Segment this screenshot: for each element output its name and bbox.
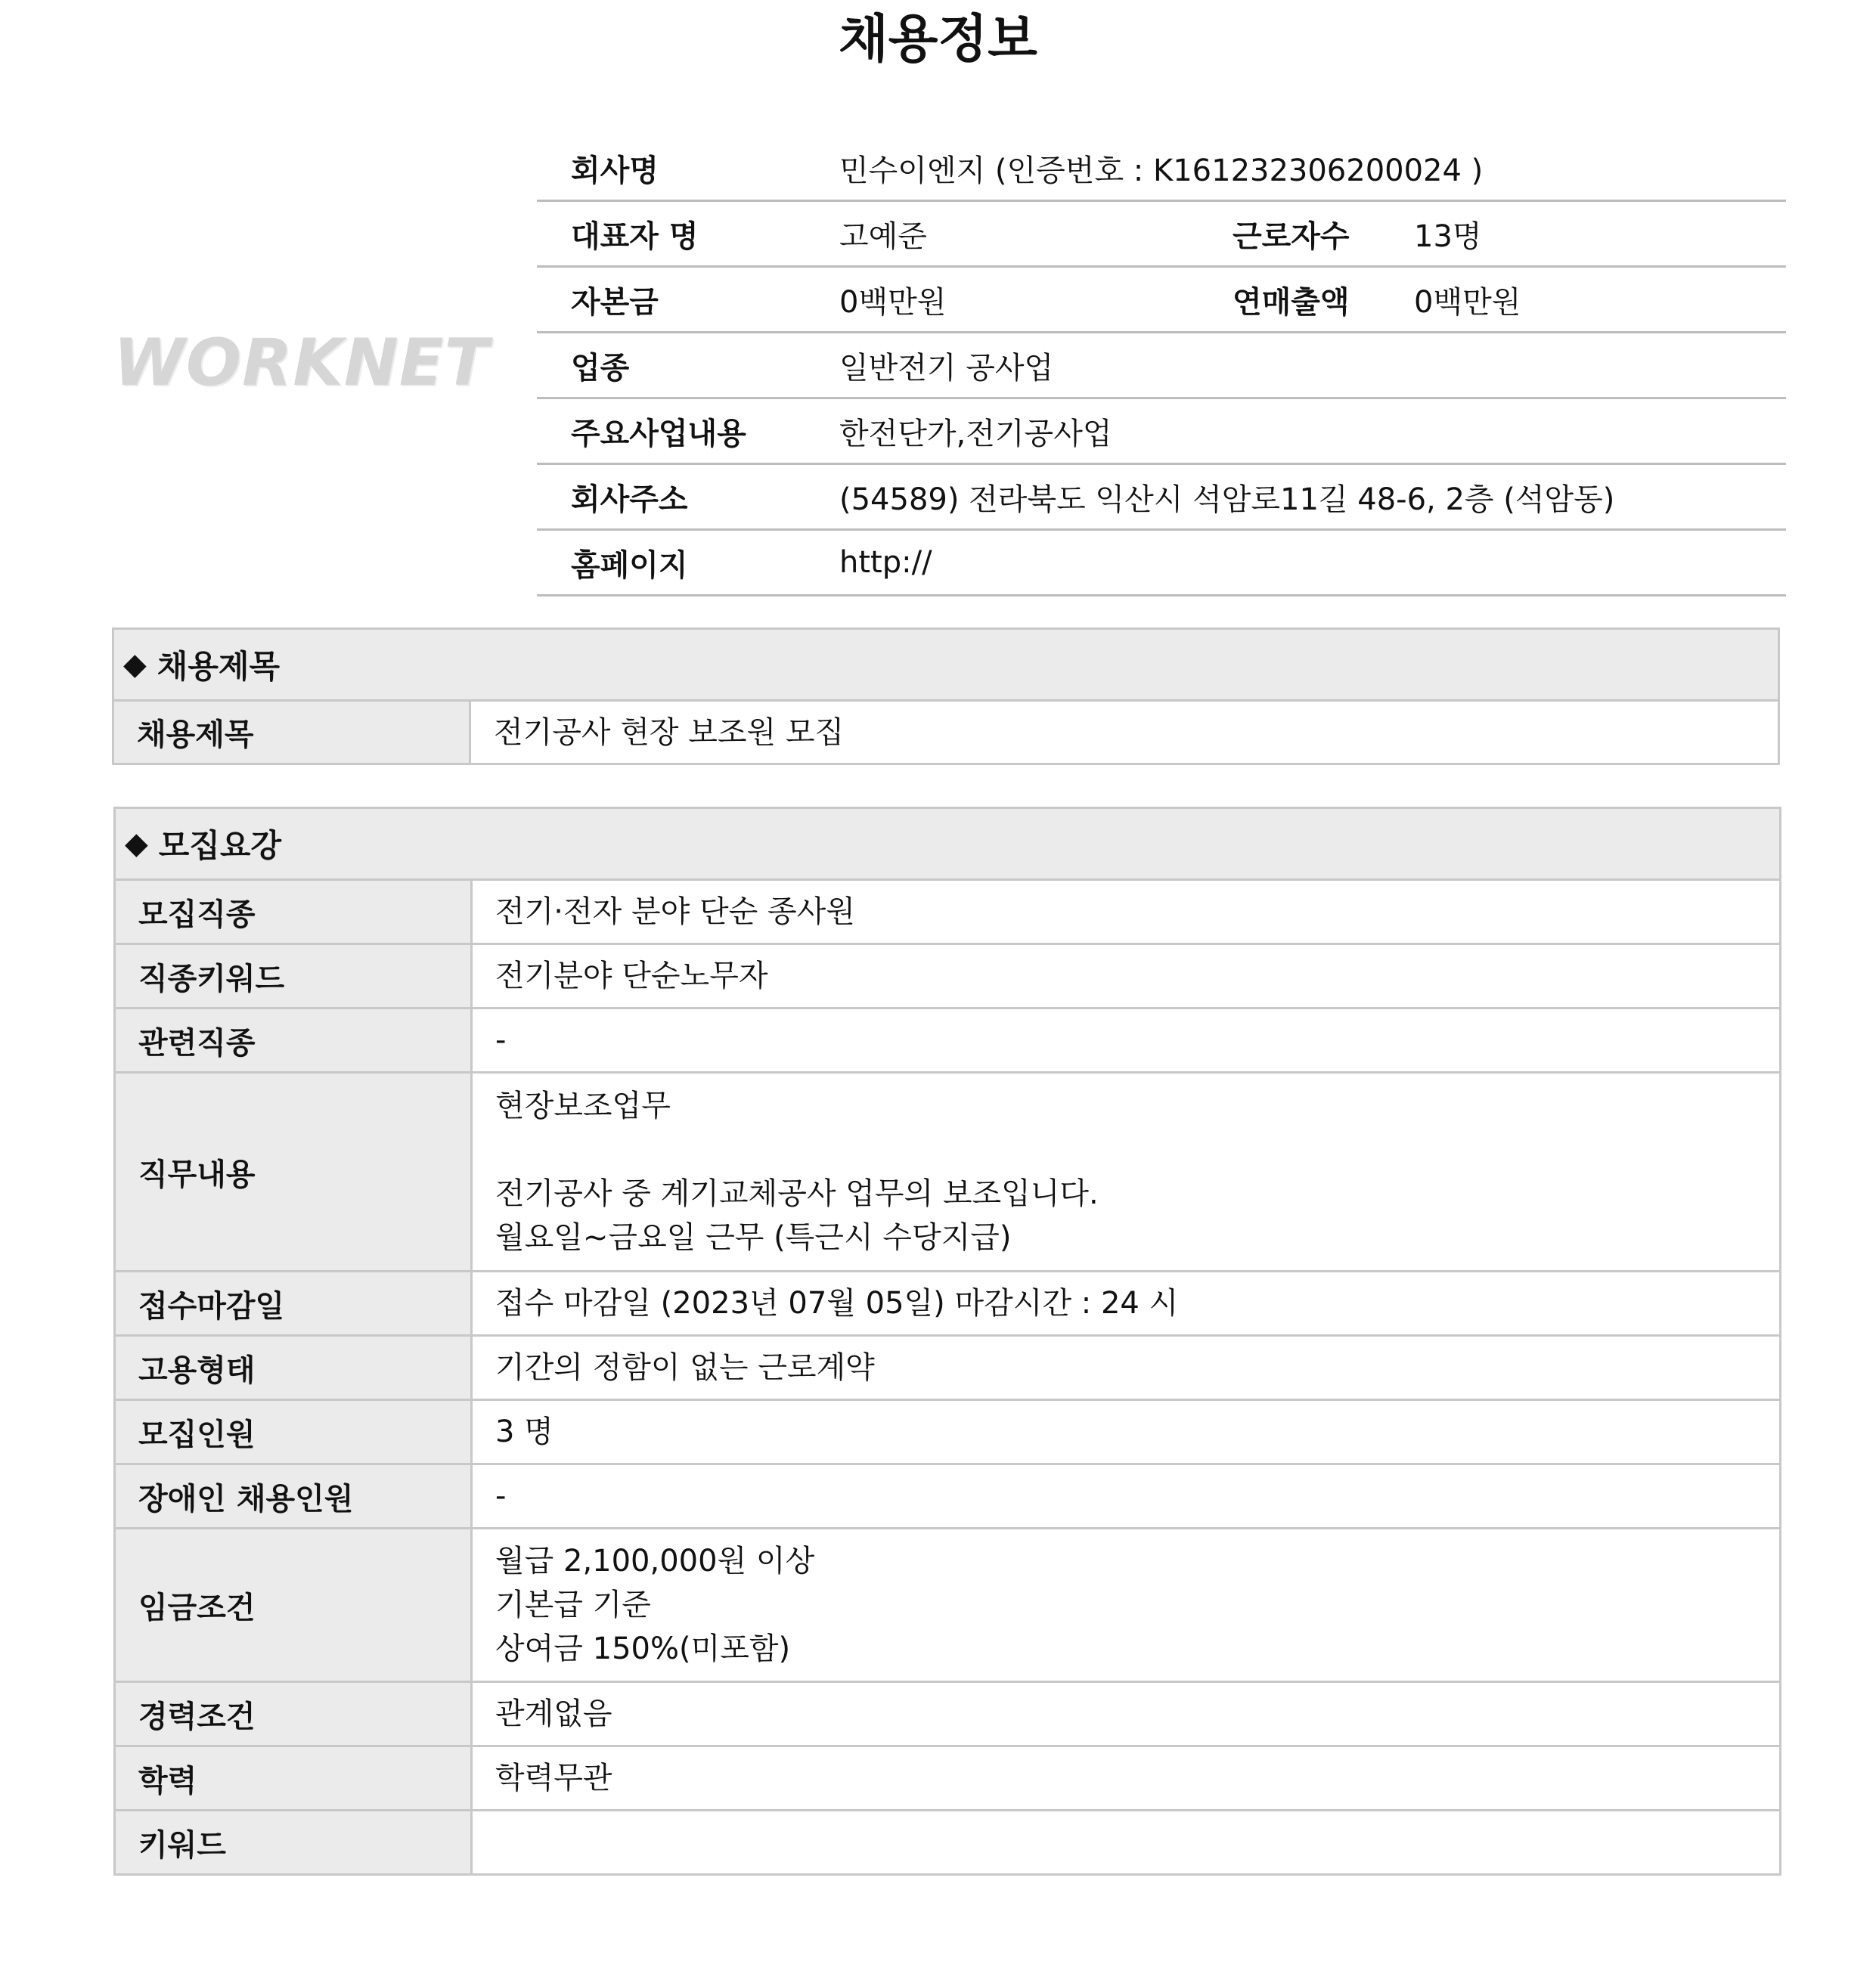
duty-row (116, 1074, 1779, 1272)
career-label: 경력조건 (116, 1683, 473, 1745)
capital-row (537, 268, 1786, 333)
employment-type-label: 고용형태 (116, 1337, 473, 1399)
duty-line-3: 월요일~금요일 근무 (특근시 수당지급) (495, 1220, 1012, 1255)
company-name-label: 회사명 (571, 153, 659, 188)
job-title-section-header (114, 630, 1778, 702)
recruit-section (113, 807, 1781, 1876)
education-label: 학력 (116, 1747, 473, 1809)
capital-label: 자본금 (571, 284, 659, 320)
keyword-label: 키워드 (116, 1811, 473, 1873)
job-title-section (112, 627, 1780, 765)
ceo-value: 고예준 (839, 218, 927, 254)
address-label: 회사주소 (571, 482, 688, 517)
deadline-row (116, 1272, 1779, 1337)
wage-line-1: 월급 2,100,000원 이상 (495, 1544, 815, 1579)
worknet-logo: WORKNET (113, 325, 490, 401)
ceo-label: 대표자 명 (571, 218, 699, 254)
education-row (116, 1747, 1779, 1811)
employment-type-value: 기간의 정함이 없는 근로계약 (495, 1350, 875, 1385)
disabled-headcount-row (116, 1465, 1779, 1529)
job-keyword-value: 전기분야 단순노무자 (495, 959, 768, 993)
company-info-table (537, 136, 1786, 596)
career-row (116, 1683, 1779, 1747)
address-value: (54589) 전라북도 익산시 석암로11길 48-6, 2층 (석암동) (839, 482, 1615, 517)
business-row (537, 399, 1786, 465)
page-title: 채용정보 (839, 10, 1037, 70)
homepage-value[interactable]: http:// (839, 545, 932, 580)
related-job-label: 관련직종 (116, 1009, 473, 1071)
education-value: 학력무관 (495, 1761, 612, 1796)
wage-line-2: 기본급 기준 (495, 1588, 651, 1622)
sales-value: 0백만원 (1414, 284, 1521, 320)
career-value: 관계없음 (495, 1696, 612, 1731)
job-type-value: 전기·전자 분야 단순 종사원 (495, 894, 855, 929)
duty-line-1: 현장보조업무 (495, 1089, 671, 1123)
wage-label: 임금조건 (116, 1529, 473, 1681)
job-title-section-header-text: 채용제목 (157, 648, 281, 685)
homepage-label: 홈페이지 (571, 547, 688, 583)
job-title-value: 전기공사 현장 보조원 모집 (494, 714, 845, 750)
wage-line-3: 상여금 150%(미포함) (495, 1631, 791, 1666)
duty-label: 직무내용 (116, 1074, 473, 1270)
diamond-bullet-icon: ◆ (125, 826, 148, 861)
workers-value: 13명 (1414, 218, 1482, 254)
headcount-value: 3 명 (495, 1414, 553, 1449)
company-name-value: 민수이엔지 (인증번호 : K161232306200024 ) (839, 153, 1484, 188)
employment-type-row (116, 1337, 1779, 1401)
headcount-label: 모집인원 (116, 1401, 473, 1463)
keyword-value (473, 1811, 1779, 1873)
duty-value (473, 1074, 1779, 1270)
disabled-headcount-label: 장애인 채용인원 (116, 1465, 473, 1527)
deadline-value: 접수 마감일 (2023년 07월 05일) 마감시간 : 24 시 (495, 1286, 1179, 1321)
job-type-label: 모집직종 (116, 881, 473, 943)
recruit-section-header-text: 모집요강 (158, 827, 282, 864)
homepage-row (537, 531, 1786, 596)
related-job-value: - (495, 1023, 507, 1058)
disabled-headcount-value: - (495, 1479, 507, 1514)
job-type-row (116, 881, 1779, 945)
ceo-row (537, 202, 1786, 268)
address-row (537, 465, 1786, 531)
wage-row (116, 1529, 1779, 1683)
industry-value: 일반전기 공사업 (839, 350, 1054, 386)
job-keyword-row (116, 945, 1779, 1009)
industry-label: 업종 (571, 350, 630, 386)
company-name-row (537, 136, 1786, 202)
keyword-row (116, 1811, 1779, 1873)
duty-line-2: 전기공사 중 계기교체공사 업무의 보조입니다. (495, 1176, 1099, 1211)
recruit-section-header (116, 809, 1779, 881)
diamond-bullet-icon: ◆ (123, 647, 147, 682)
job-title-row (114, 702, 1778, 763)
business-label: 주요사업내용 (571, 416, 746, 451)
duty-blank-line (495, 1128, 1779, 1172)
sales-label: 연매출액 (1233, 284, 1350, 320)
wage-value (473, 1529, 1779, 1681)
job-title-label: 채용제목 (114, 702, 471, 763)
industry-row (537, 333, 1786, 399)
deadline-label: 접수마감일 (116, 1272, 473, 1334)
workers-label: 근로자수 (1233, 218, 1350, 254)
job-keyword-label: 직종키워드 (116, 945, 473, 1007)
headcount-row (116, 1401, 1779, 1465)
related-job-row (116, 1009, 1779, 1074)
business-value: 한전단가,전기공사업 (839, 416, 1112, 451)
capital-value: 0백만원 (839, 284, 947, 320)
